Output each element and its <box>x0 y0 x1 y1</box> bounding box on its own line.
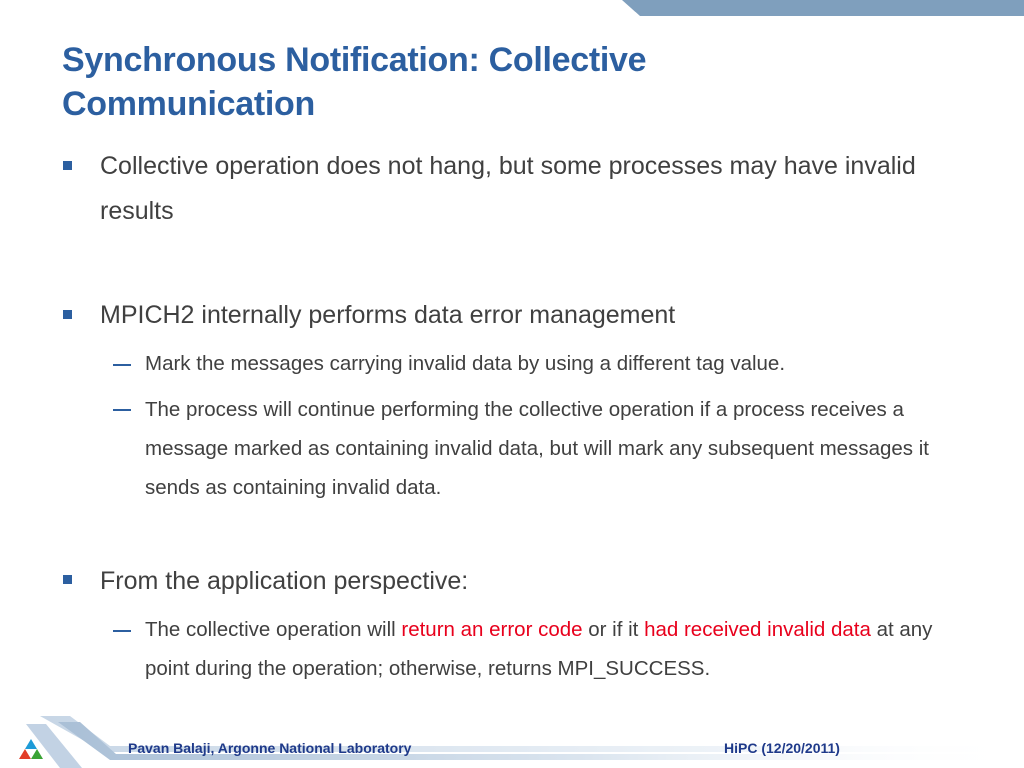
sub-bullet-dash <box>113 409 131 411</box>
highlight-error-code: return an error code <box>401 618 583 641</box>
bullet-2: MPICH2 internally performs data error management <box>100 301 676 329</box>
highlight-invalid-data: had received invalid data <box>644 618 871 641</box>
footer-event: HiPC (12/20/2011) <box>724 740 840 756</box>
bullet-marker <box>63 161 72 170</box>
bullet-marker <box>63 575 72 584</box>
sub-text-part: or if it <box>582 618 645 641</box>
sub-bullet-2-1: Mark the messages carrying invalid data by using a different tag value. <box>145 352 786 375</box>
slide-title: Synchronous Notification: Collective Communication <box>62 41 647 123</box>
top-decorative-band <box>622 0 1024 16</box>
sub-bullet-2-2: The process will continue performing the collective operation if a process receives a message marked as containing invalid data, but will mark any subsequent messages it sends as containing invalid data. <box>145 398 929 499</box>
footer-author: Pavan Balaji, Argonne National Laboratory <box>128 740 412 756</box>
sub-text-part: at any point during the operation; otherwise, returns MPI_SUCCESS. <box>145 618 933 680</box>
sub-text-part: The collective operation will <box>145 618 402 641</box>
sub-bullet-dash <box>113 364 131 366</box>
bullet-1: Collective operation does not hang, but some processes may have invalid results <box>100 152 916 225</box>
argonne-triangle-logo-icon <box>18 738 44 760</box>
sub-bullet-dash <box>113 630 131 632</box>
bullet-3: From the application perspective: <box>100 567 469 595</box>
sub-bullet-3-1 <box>145 610 975 688</box>
bullet-marker <box>63 310 72 319</box>
